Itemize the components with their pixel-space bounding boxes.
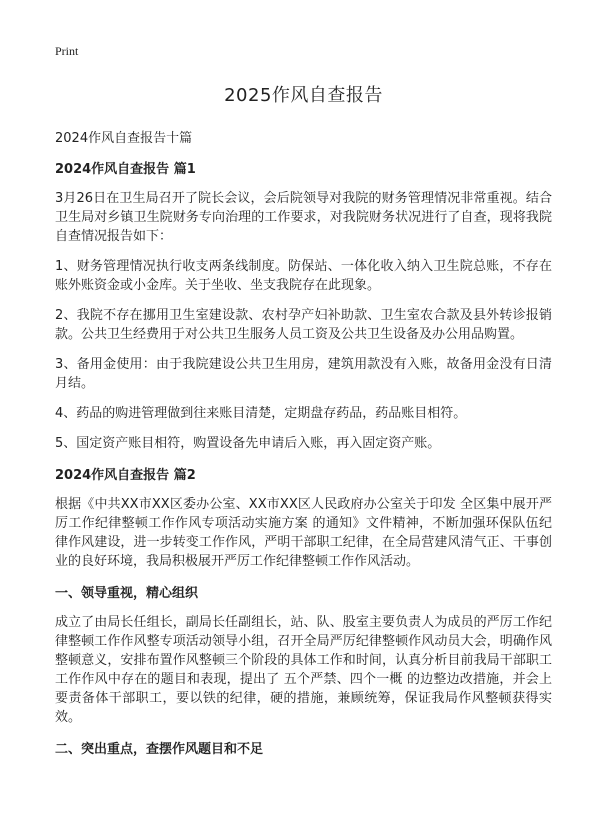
part2-section1-heading: 一、领导重视，精心组织	[55, 586, 199, 601]
part1-item-2: 2、我院不存在挪用卫生室建设款、农村孕产妇补助款、卫生室农合款及县外转诊报销款。公共卫生经费用于对公共卫生服务人员工资及公共卫生设备及办公用品购置。	[55, 308, 552, 342]
part2-section2-heading: 二、突出重点，查摆作风题目和不足	[55, 742, 264, 757]
print-link[interactable]: Print	[55, 44, 79, 58]
part1-item-5: 5、国定资产账目相符，购置设备先申请后入账，再入固定资产账。	[55, 436, 441, 451]
part2-intro: 根据《中共XX市XX区委办公室、XX市XX区人民政府办公室关于印发 全区集中展开严厉工作纪律整顿工作作风专项活动实施方案 的通知》文件精神，不断加强环保队伍纪律作风建设，进一步转变工作作风，严明干部职工纪律，在全局营建风清气正、干事创业的良好环境，我局积极展开严厉工作纪律整顿工作作风活动。	[55, 497, 552, 569]
document-subtitle: 2024作风自查报告十篇	[55, 131, 193, 146]
document-title: 2025作风自查报告	[224, 85, 383, 106]
part1-heading: 2024作风自查报告 篇1	[55, 162, 196, 177]
part1-item-3: 3、备用金使用：由于我院建设公共卫生用房，建筑用款没有入账，故备用金没有日清月结。	[55, 357, 552, 391]
part2-section1-text: 成立了由局长任组长，副局长任副组长，站、队、股室主要负责人为成员的严厉工作纪律整顿工作作风整专项活动领导小组，召开全局严厉纪律整顿作风动员大会，明确作风整顿意义，安排布置作风整顿三个阶段的具体工作和时间，认真分析目前我局干部职工工作作风中存在的题目和表现，提出了 五个严禁、四个一概 的边整边改措施，并会上要责备体干部职工，要以铁的纪律，硬的措施，兼顾统筹，保证我局作风整顿获得实效。	[55, 615, 552, 725]
part1-item-1: 1、财务管理情况执行收支两条线制度。防保站、一体化收入纳入卫生院总账，不存在账外账资金或小金库。关于坐收、坐支我院存在此现象。	[55, 259, 552, 293]
part1-intro: 3月26日在卫生局召开了院长会议，会后院领导对我院的财务管理情况非常重视。结合卫生局对乡镇卫生院财务专向治理的工作要求，对我院财务状况进行了自查，现将我院自查情况报告如下：	[55, 191, 552, 244]
part2-heading: 2024作风自查报告 篇2	[55, 468, 196, 483]
part1-item-4: 4、药品的购进管理做到往来账目清楚，定期盘存药品，药品账目相符。	[55, 406, 467, 421]
